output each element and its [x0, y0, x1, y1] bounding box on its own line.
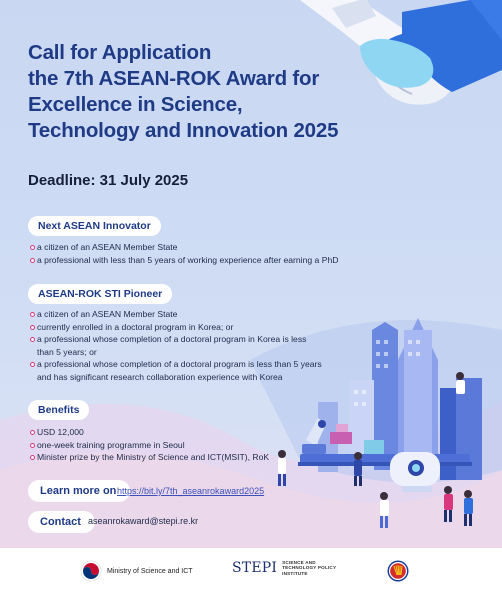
pioneer-heading: ASEAN-ROK STI Pioneer: [28, 284, 172, 304]
contact-label: Contact: [28, 511, 95, 533]
list-item: a citizen of an ASEAN Member State: [30, 241, 338, 254]
list-item: Minister prize by the Ministry of Science and ICT(MSIT), RoK: [30, 451, 269, 464]
list-item: a professional whose completion of a doctoral program in Korea is less: [30, 333, 322, 346]
list-item: a professional with less than 5 years of working experience after earning a PhD: [30, 254, 338, 267]
benefits-heading: Benefits: [28, 400, 89, 420]
contact-email[interactable]: aseanrokaward@stepi.re.kr: [88, 516, 199, 526]
title-line: the 7th ASEAN-ROK Award for: [28, 67, 320, 90]
learn-more-label: Learn more on: [28, 480, 130, 502]
learn-more-link[interactable]: https://bit.ly/7th_aseanrokaward2025: [117, 486, 265, 496]
list-item: a professional whose completion of a doctoral program is less than 5 years: [30, 358, 322, 371]
list-item: one-week training programme in Seoul: [30, 439, 269, 452]
list-item: currently enrolled in a doctoral program in Korea; or: [30, 321, 322, 334]
list-item: a citizen of an ASEAN Member State: [30, 308, 322, 321]
stepi-fullname: [282, 560, 336, 576]
page-title: [28, 40, 368, 144]
title-line: Excellence in Science,: [28, 93, 243, 116]
ministry-logo: [80, 560, 193, 582]
stepi-logo: [232, 560, 336, 576]
innovator-heading: Next ASEAN Innovator: [28, 216, 161, 236]
list-item: and has significant research collaboration experience with Korea: [37, 371, 283, 382]
list-item: than 5 years; or: [37, 346, 97, 357]
stepi-name-line: INSTITUTE: [282, 570, 308, 576]
pioneer-list: [30, 308, 322, 384]
ministry-name: Ministry of Science and ICT: [107, 567, 193, 575]
benefits-list: [30, 426, 269, 464]
stepi-name-line: TECHNOLOGY POLICY: [282, 565, 337, 571]
stepi-name-line: SCIENCE AND: [282, 560, 316, 565]
innovator-list: [30, 241, 338, 266]
stepi-wordmark: STEPI: [232, 560, 278, 577]
title-line: Call for Application: [28, 41, 212, 64]
deadline: Deadline: 31 July 2025: [28, 172, 189, 189]
list-item: USD 12,000: [30, 426, 269, 439]
title-line: Technology and Innovation 2025: [28, 119, 339, 142]
asean-emblem-icon: [387, 560, 409, 582]
korea-emblem-icon: [80, 560, 102, 582]
